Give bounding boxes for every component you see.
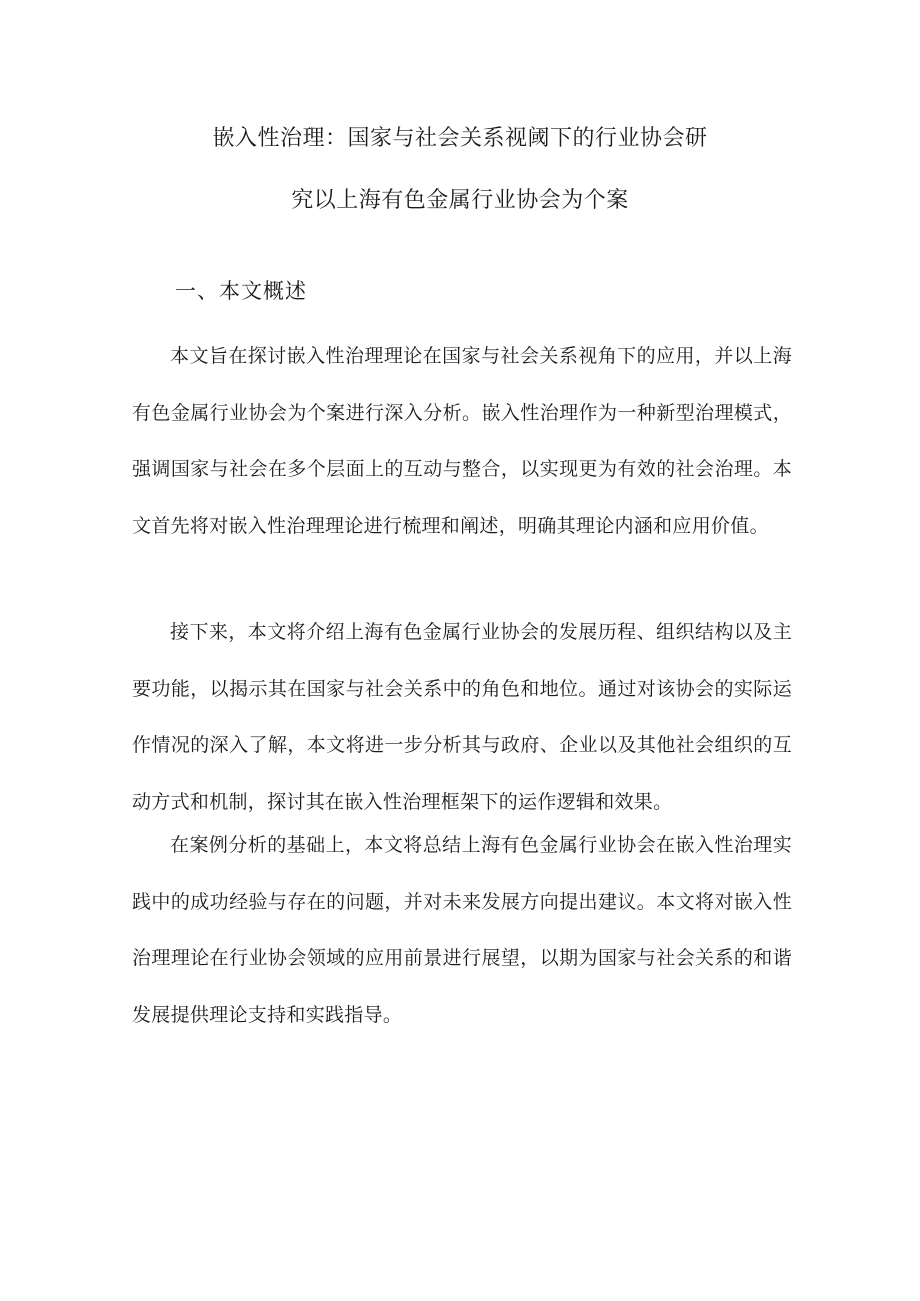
document-title-line-1: 嵌入性治理：国家与社会关系视阈下的行业协会研 (212, 126, 708, 151)
paragraph-2: 接下来，本文将介绍上海有色金属行业协会的发展历程、组织结构以及主要功能，以揭示其在国家与社会关系中的角色和地位。通过对该协会的实际运作情况的深入了解，本文将进一步分析其与政府、企业以及其他社会组织的互动方式和机制，探讨其在嵌入性治理框架下的运作逻辑和效果。 (132, 621, 792, 813)
section-heading: 一、本文概述 (175, 279, 307, 303)
paragraph-1: 本文旨在探讨嵌入性治理理论在国家与社会关系视角下的应用，并以上海有色金属行业协会为个案进行深入分析。嵌入性治理作为一种新型治理模式，强调国家与社会在多个层面上的互动与整合，以实现更为有效的社会治理。本文首先将对嵌入性治理理论进行梳理和阐述，明确其理论内涵和应用价值。 (132, 345, 792, 537)
document-title-line-2: 究以上海有色金属行业协会为个案 (291, 188, 629, 213)
paragraph-3: 在案例分析的基础上，本文将总结上海有色金属行业协会在嵌入性治理实践中的成功经验与存在的问题，并对未来发展方向提出建议。本文将对嵌入性治理理论在行业协会领域的应用前景进行展望，以期为国家与社会关系的和谐发展提供理论支持和实践指导。 (132, 834, 792, 1026)
